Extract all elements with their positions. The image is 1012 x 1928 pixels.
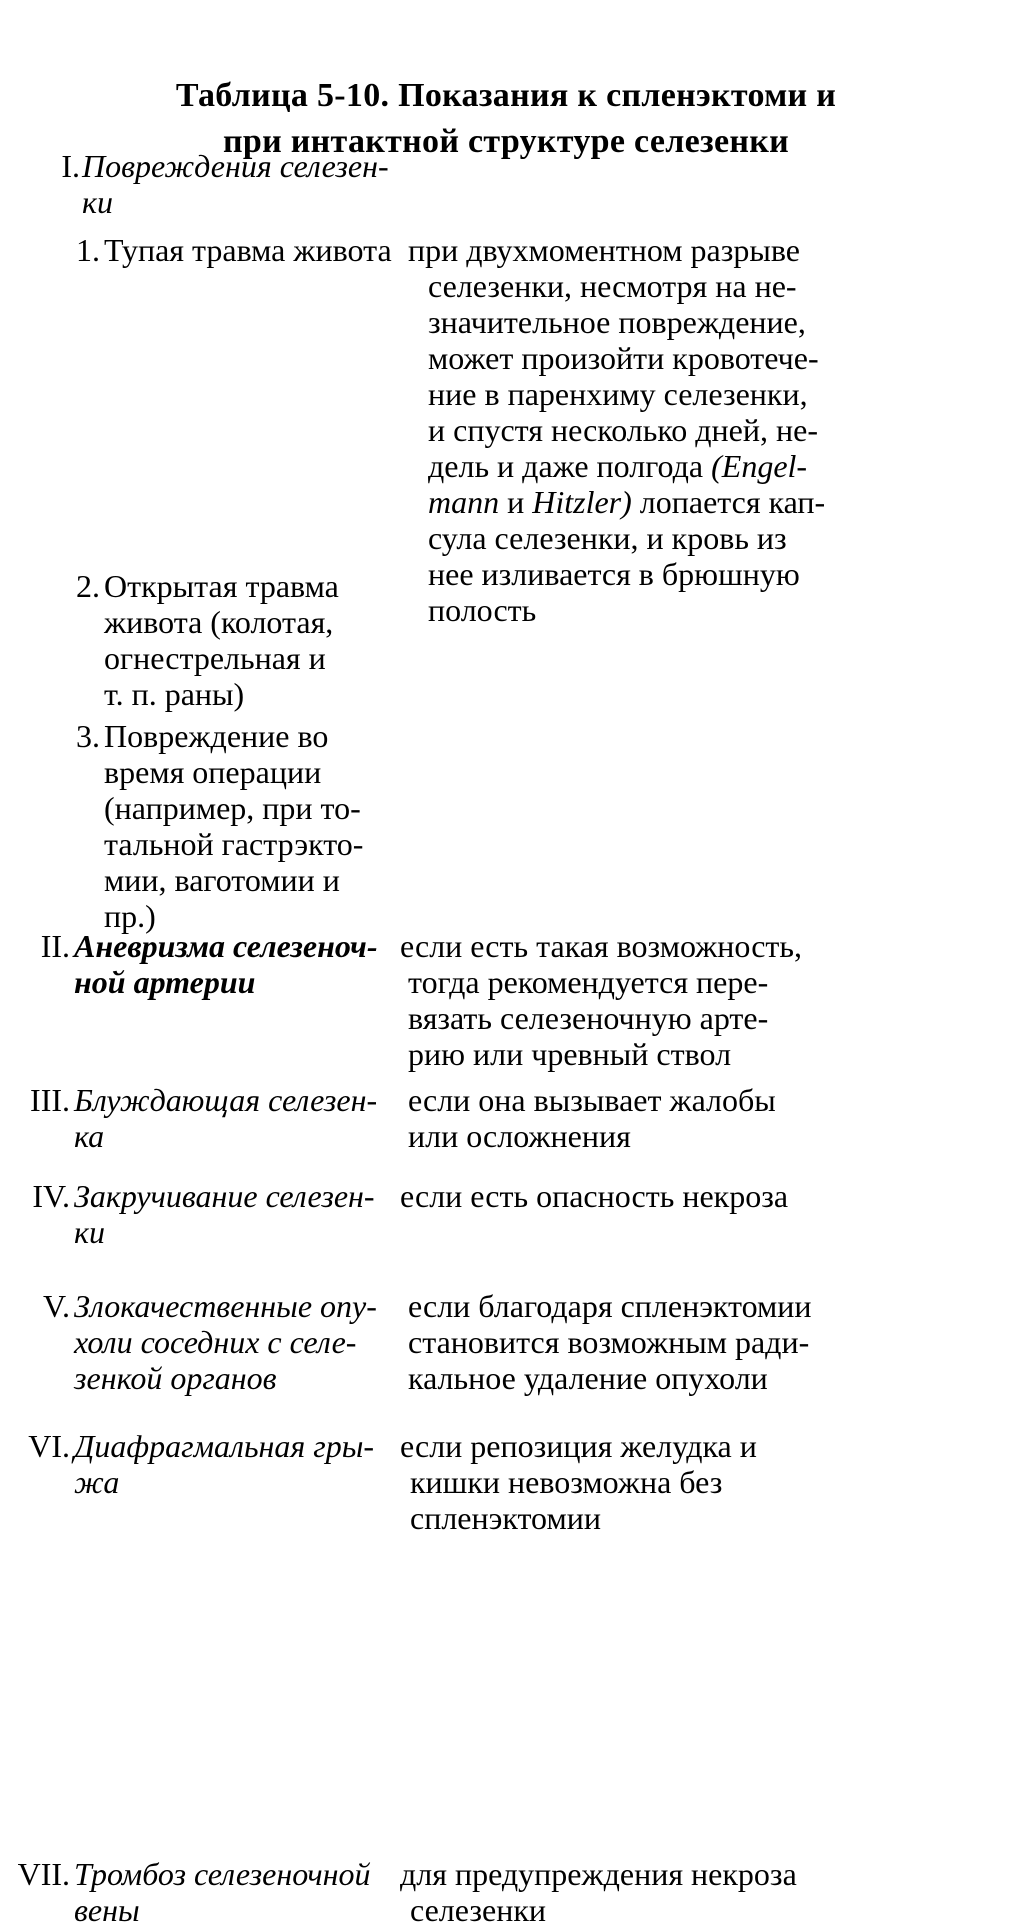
citation-conjunction: и [499,484,533,520]
section-heading-7: Тромбоз селезеночной вены [74,1856,371,1928]
section-note-5-first-line: если благодаря спленэктомии [408,1288,812,1324]
subitem-number-2: 2. [76,568,100,604]
subitem-label-3: Повреждение во время операции (например, при то- тальной гастрэкто- мии, ваготомии и пр.) [104,718,364,934]
section-heading-5: Злокачественные опу- холи соседних с селе- зенкой органов [74,1288,377,1396]
section-heading-4: Закручивание селезен- ки [74,1178,375,1250]
section-note-5: становится возможным ради- кальное удаление опухоли [408,1324,810,1396]
roman-numeral-1: I. [61,148,80,184]
section-note-3-first-line: если она вызывает жалобы [408,1082,776,1118]
section-heading-1: Повреждения селезен- ки [82,148,389,220]
section-note-6: кишки невозможна без спленэктомии [410,1464,723,1536]
table-title-line-2: при интактной структуре селезенки [222,123,790,160]
subitem-label-2: Открытая травма живота (колотая, огнестрельная и т. п. раны) [104,568,339,712]
subitem-number-1: 1. [76,232,100,268]
section-heading-3: Блуждающая селезен- ка [74,1082,378,1154]
roman-numeral-7: VII. [17,1856,70,1892]
roman-numeral-2: II. [40,928,70,964]
roman-numeral-3: III. [30,1082,70,1118]
subitem-note-1-tail: лопается кап- сула селезенки, и кровь из нее изливается в брюшную полость [428,484,826,628]
roman-numeral-4: IV. [32,1178,70,1214]
section-note-3: или осложнения [408,1118,631,1154]
section-note-2: тогда рекомендуется пере- вязать селезеночную арте- рию или чревный ствол [408,964,769,1072]
subitem-note-1-first-line: при двухмоментном разрыве [408,232,800,268]
section-note-7-first-line: для предупреждения некроза [400,1856,797,1892]
section-note-2-first-line: если есть такая возможность, [400,928,802,964]
section-note-6-first-line: если репозиция желудка и [400,1428,757,1464]
section-heading-6: Диафрагмальная гры- жа [74,1428,375,1500]
section-note-7: селезенки [410,1892,546,1928]
table-title-line-1: Таблица 5-10. Показания к спленэктоми и [175,77,837,114]
citation-engelmann: (Engel- mann [428,448,808,520]
citation-hitzler: Hitzler) [532,484,632,520]
roman-numeral-6: VI. [28,1428,70,1464]
section-heading-2: Аневризма селезеноч- ной артерии [74,928,378,1000]
subitem-label-1: Тупая травма живота [104,232,392,268]
section-note-4: если есть опасность некроза [400,1178,789,1214]
roman-numeral-5: V. [43,1288,70,1324]
subitem-note-1 [428,268,1008,628]
subitem-note-1-body: селезенки, несмотря на не- значительное повреждение, может произойти кровотече- ние в паренхиму селезенки, и спустя несколько дней, не- дель и даже полгода [428,268,819,484]
subitem-number-3: 3. [76,718,100,754]
